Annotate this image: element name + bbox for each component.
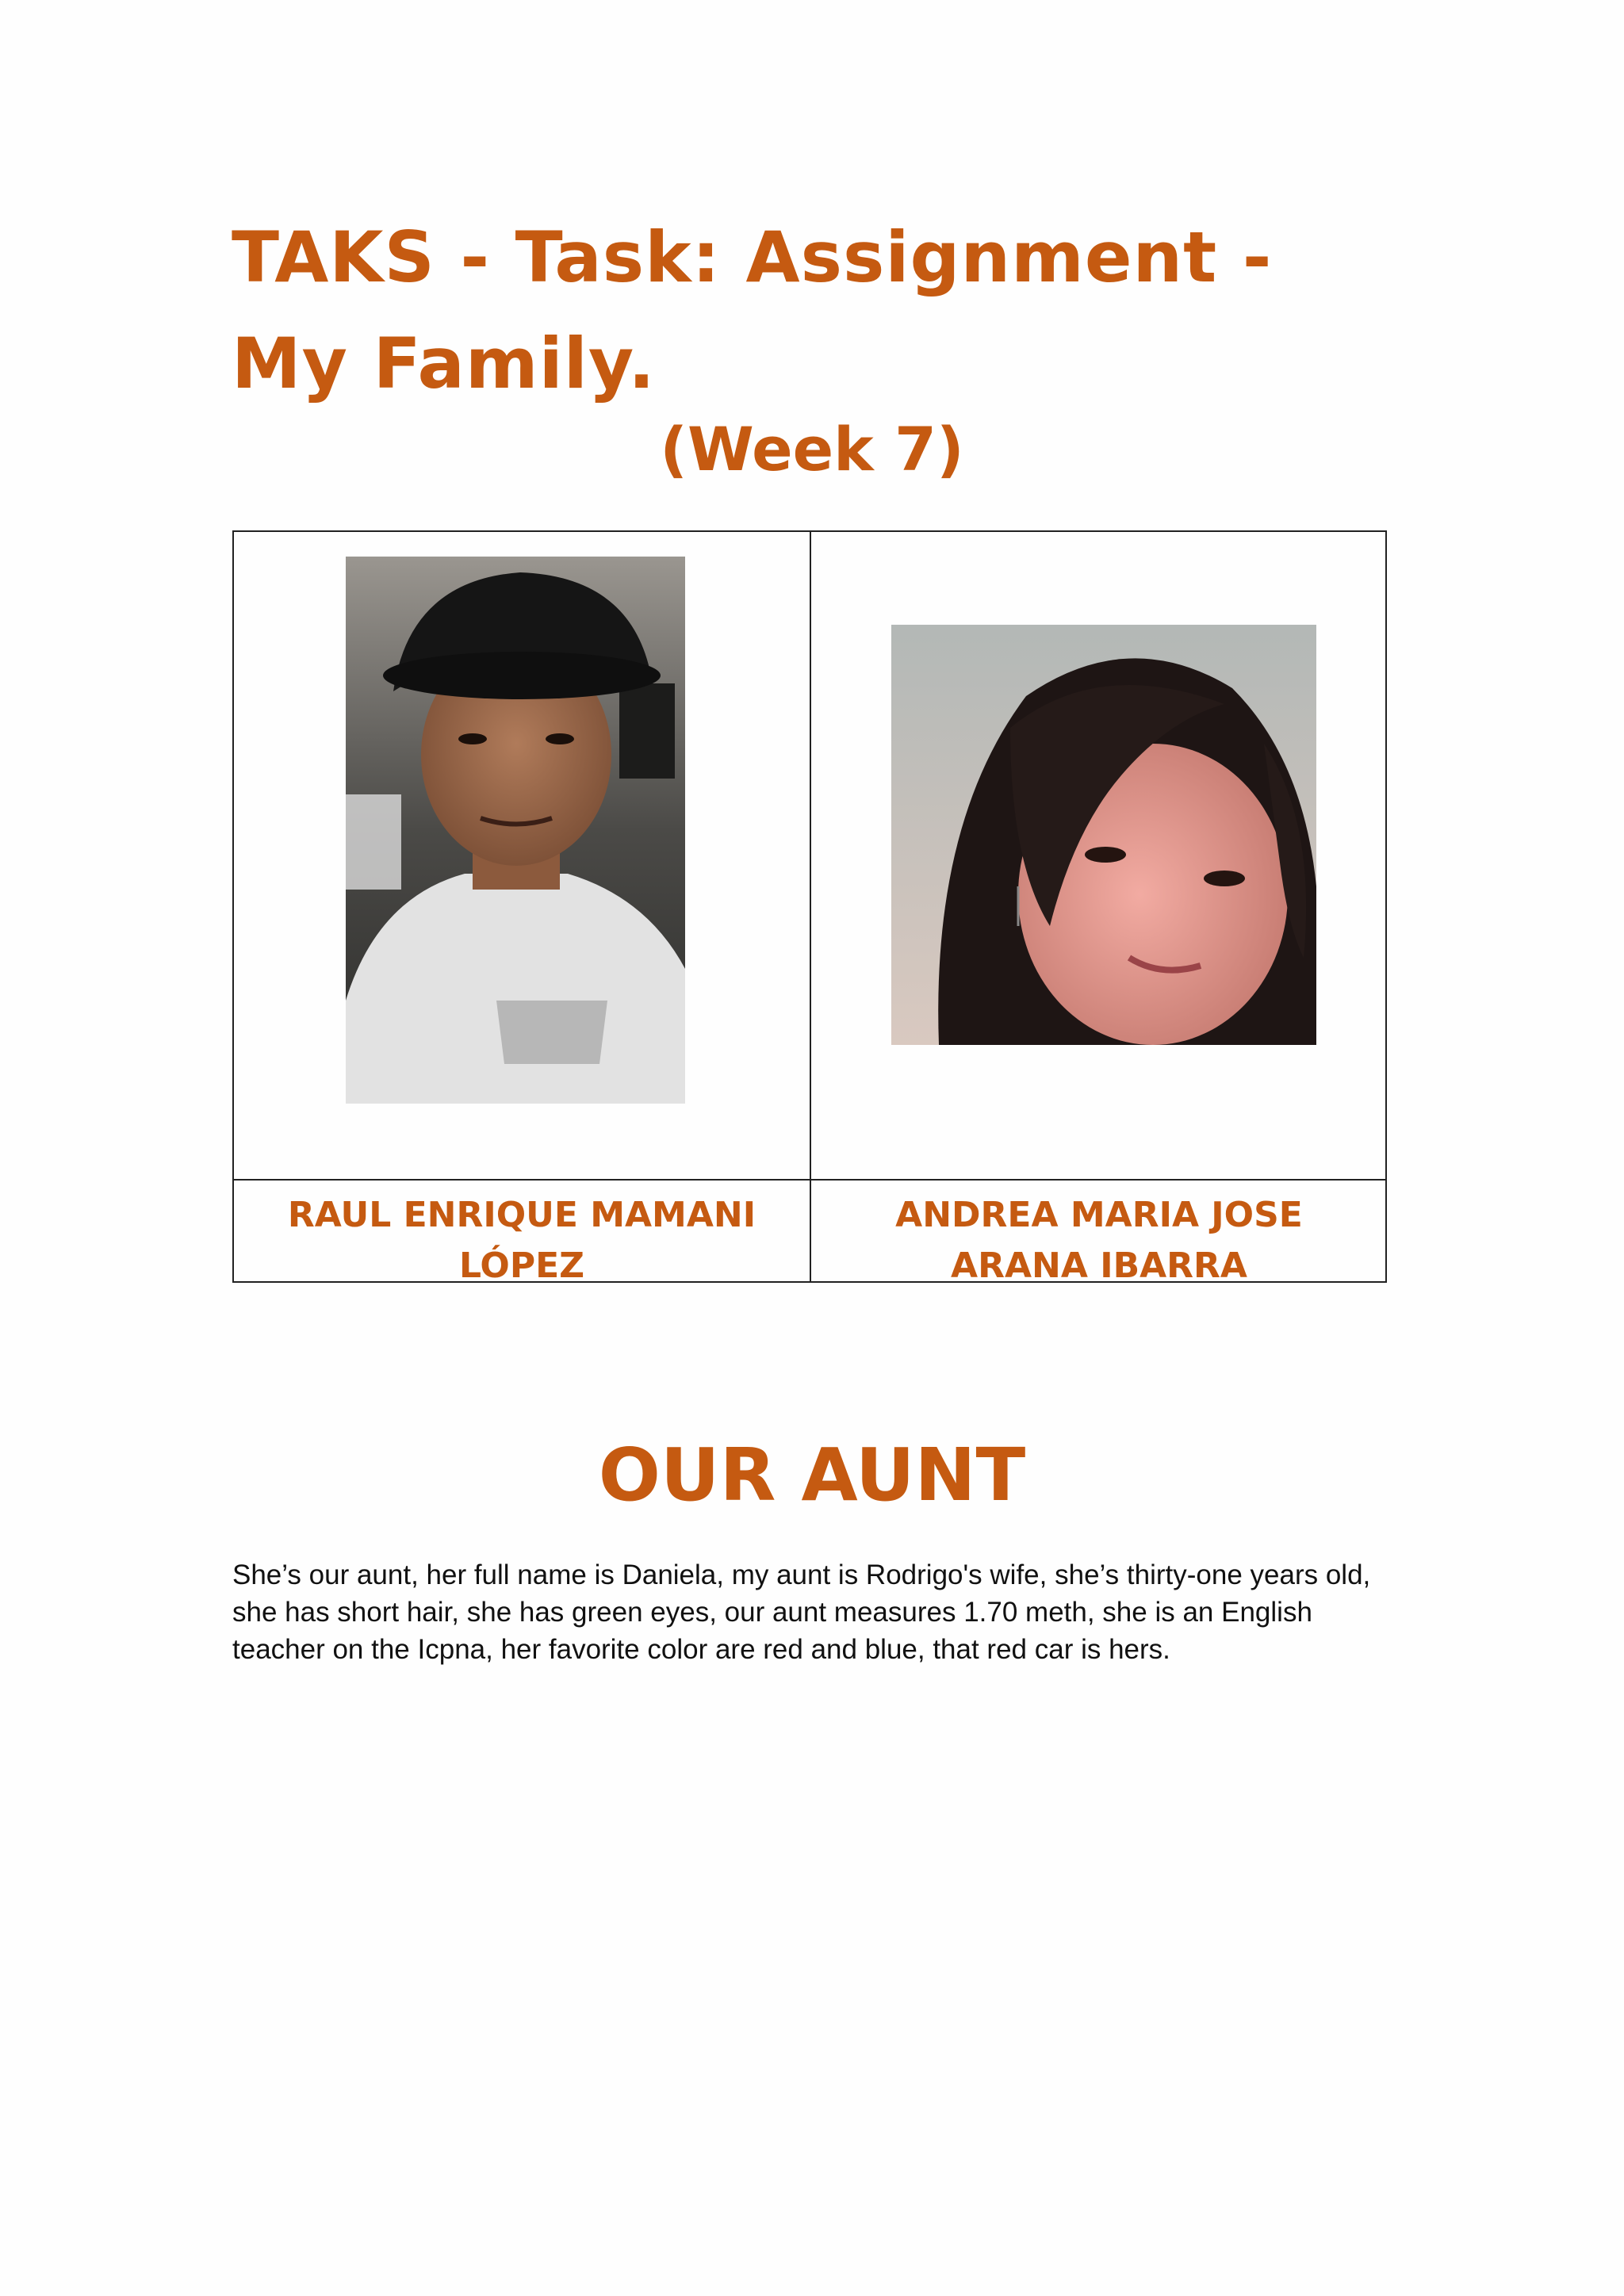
member-name-2-line2: ARANA IBARRA — [951, 1246, 1247, 1286]
aunt-section-heading: OUR AUNT — [598, 1433, 1026, 1517]
member-photo-andrea — [891, 625, 1316, 1045]
member-photo-raul — [346, 557, 685, 1104]
table-divider-vertical — [810, 532, 811, 1281]
member-name-1 — [234, 1190, 810, 1292]
document-title: TAKS - Task: Assignment - My Family. — [232, 216, 1273, 404]
members-table — [232, 530, 1387, 1286]
member-name-2-line1: ANDREA MARIA JOSE — [895, 1195, 1303, 1235]
table-divider-horizontal — [234, 1179, 1385, 1181]
document-subtitle: (Week 7) — [660, 414, 964, 484]
member-name-1-line2: LÓPEZ — [458, 1246, 585, 1286]
aunt-description: She’s our aunt, her full name is Daniela, my aunt is Rodrigo's wife, she’s thirty-one years old, she has short hair, she has green eyes, our aunt measures 1.70 meth, she is an English teacher on the Icpna, her favorite color are red and blue, that red car is hers. — [232, 1559, 1371, 1665]
member-name-2 — [811, 1190, 1387, 1292]
member-name-1-line1: RAUL ENRIQUE MAMANI — [287, 1195, 756, 1235]
